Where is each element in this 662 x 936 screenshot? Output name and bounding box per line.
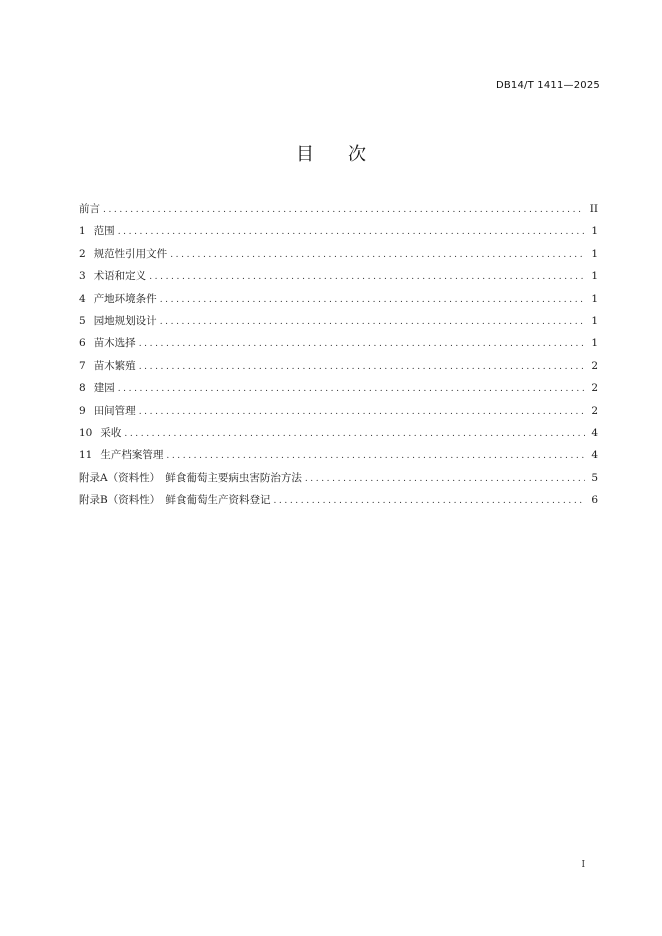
toc-entry-3[interactable] bbox=[79, 268, 598, 290]
toc-entry-9[interactable] bbox=[79, 403, 598, 425]
toc-entry-foreword[interactable] bbox=[79, 201, 598, 223]
toc-entry-page: 2 bbox=[591, 382, 598, 395]
toc-entry-label: 附录B（资料性） 鲜食葡萄生产资料登记 bbox=[79, 494, 271, 507]
page-title: 目次 bbox=[296, 144, 400, 165]
toc-entry-number: 10 bbox=[79, 426, 93, 439]
toc-entry-page: 4 bbox=[591, 449, 598, 462]
toc-entry-page: 1 bbox=[591, 270, 598, 283]
toc-dot-leader bbox=[160, 317, 586, 327]
toc-entry-page: II bbox=[589, 203, 598, 215]
toc-entry-label: 苗木繁殖 bbox=[93, 359, 136, 372]
toc-entry-page: 4 bbox=[591, 426, 598, 439]
toc-entry-label: 园地规划设计 bbox=[93, 314, 157, 327]
toc-entry-1[interactable] bbox=[79, 223, 598, 245]
toc-entry-number: 7 bbox=[79, 359, 86, 372]
toc-dot-leader bbox=[139, 362, 586, 372]
toc-entry-label: 范围 bbox=[93, 225, 115, 238]
toc-entry-11[interactable] bbox=[79, 447, 598, 469]
document-code: DB14/T 1411—2025 bbox=[495, 80, 600, 91]
toc-entry-5[interactable] bbox=[79, 313, 598, 335]
toc-entry-label: 附录A（资料性） 鲜食葡萄主要病虫害防治方法 bbox=[79, 471, 302, 484]
toc-entry-page: 1 bbox=[591, 247, 598, 260]
toc-entry-label: 产地环境条件 bbox=[93, 292, 157, 305]
toc-entry-label: 前言 bbox=[79, 203, 100, 215]
toc-entry-label: 田间管理 bbox=[93, 404, 136, 417]
toc-entry-label: 建园 bbox=[93, 382, 115, 395]
toc-entry-number: 3 bbox=[79, 270, 86, 283]
toc-dot-leader bbox=[305, 474, 585, 484]
toc-dot-leader bbox=[166, 451, 585, 461]
toc-entry-label: 生产档案管理 bbox=[100, 449, 164, 462]
toc-entry-page: 1 bbox=[591, 337, 598, 350]
toc-entry-2[interactable] bbox=[79, 246, 598, 268]
table-of-contents bbox=[79, 201, 598, 514]
toc-entry-page: 2 bbox=[591, 404, 598, 417]
toc-dot-leader bbox=[160, 295, 586, 305]
page-number: I bbox=[581, 860, 585, 870]
toc-entry-number: 2 bbox=[79, 247, 86, 260]
toc-entry-page: 2 bbox=[591, 359, 598, 372]
toc-entry-7[interactable] bbox=[79, 358, 598, 380]
toc-dot-leader bbox=[118, 384, 586, 394]
toc-dot-leader bbox=[273, 496, 585, 506]
toc-entry-page: 1 bbox=[591, 292, 598, 305]
toc-entry-number: 1 bbox=[79, 225, 86, 238]
toc-dot-leader bbox=[103, 205, 584, 215]
toc-entry-number: 9 bbox=[79, 404, 86, 417]
toc-entry-number: 6 bbox=[79, 337, 86, 350]
toc-dot-leader bbox=[170, 250, 585, 260]
toc-entry-number: 11 bbox=[79, 449, 93, 462]
toc-dot-leader bbox=[118, 227, 586, 237]
toc-entry-label: 术语和定义 bbox=[93, 270, 147, 283]
toc-entry-page: 1 bbox=[591, 225, 598, 238]
toc-entry-page: 5 bbox=[591, 471, 598, 484]
toc-entry-number: 4 bbox=[79, 292, 86, 305]
toc-entry-number: 8 bbox=[79, 382, 86, 395]
toc-dot-leader bbox=[139, 339, 586, 349]
toc-entry-label: 规范性引用文件 bbox=[93, 247, 168, 260]
toc-dot-leader bbox=[139, 407, 586, 417]
toc-entry-10[interactable] bbox=[79, 425, 598, 447]
toc-entry-appendix-b[interactable] bbox=[79, 492, 598, 514]
toc-entry-label: 采收 bbox=[100, 426, 122, 439]
toc-entry-4[interactable] bbox=[79, 291, 598, 313]
toc-entry-number: 5 bbox=[79, 314, 86, 327]
toc-entry-8[interactable] bbox=[79, 380, 598, 402]
toc-entry-page: 1 bbox=[591, 314, 598, 327]
toc-entry-appendix-a[interactable] bbox=[79, 470, 598, 492]
toc-entry-label: 苗木选择 bbox=[93, 337, 136, 350]
toc-dot-leader bbox=[149, 272, 585, 282]
toc-entry-6[interactable] bbox=[79, 335, 598, 357]
toc-entry-page: 6 bbox=[591, 494, 598, 507]
toc-dot-leader bbox=[124, 429, 585, 439]
